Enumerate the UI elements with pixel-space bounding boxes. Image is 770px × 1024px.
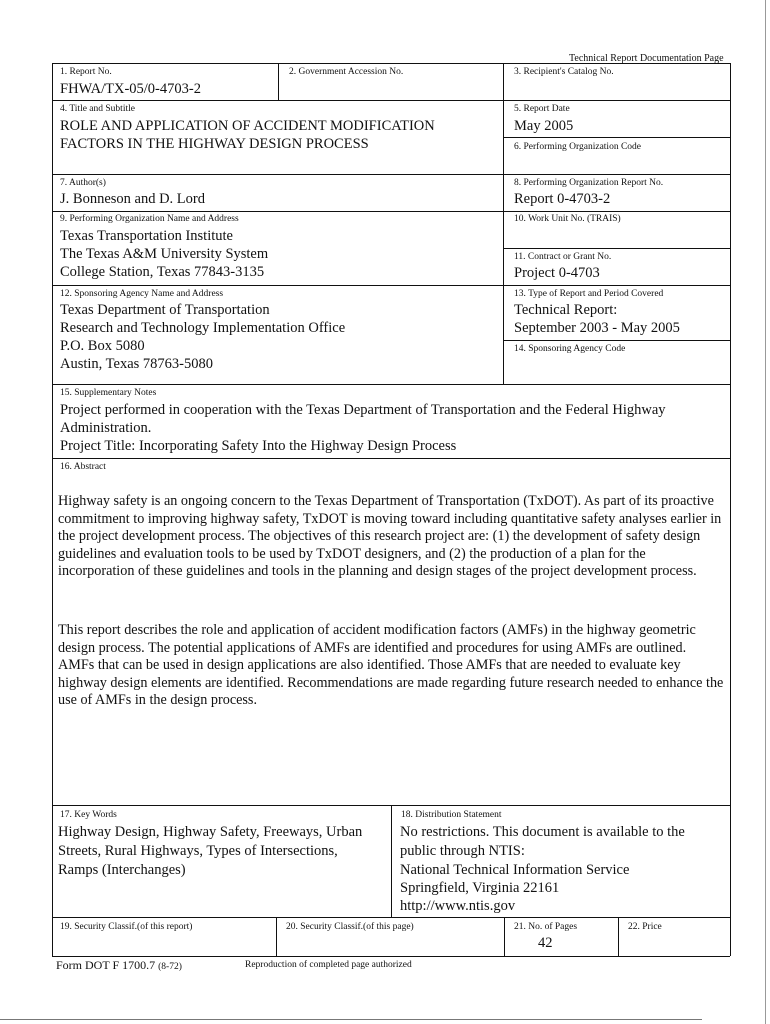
security-page-label: 20. Security Classif.(of this page): [286, 922, 414, 932]
supplementary-label: 15. Supplementary Notes: [60, 388, 157, 398]
sponsor-label: 12. Sponsoring Agency Name and Address: [60, 289, 224, 299]
perf-org-report-value: Report 0-4703-2: [514, 191, 611, 207]
scan-side-line: [765, 0, 766, 1024]
key-words-label: 17. Key Words: [60, 810, 117, 820]
price-label: 22. Price: [628, 922, 662, 932]
recipient-catalog-label: 3. Recipient's Catalog No.: [514, 67, 614, 77]
sponsor-line-1: Texas Department of Transportation: [60, 302, 270, 318]
sponsor-line-4: Austin, Texas 78763-5080: [60, 356, 213, 372]
distribution-line-3: National Technical Information Service: [400, 862, 630, 878]
abstract-paragraph-2: This report describes the role and application of accident modification factors (AMFs) in the highway geometric design process. The potential applications of AMFs are identified and procedures for using AMFs are outlined. AMFs that can be used in design applications are also identified. Those AMFs that are needed to evaluate key highway design elements are identified. Recommendations are made regarding future research needed to enhance the use of AMFs in the design process.: [58, 622, 724, 709]
report-date-value: May 2005: [514, 118, 574, 134]
form-number: [56, 958, 182, 973]
form-number-text: Form DOT F 1700.7: [56, 958, 156, 972]
scan-edge-line: [0, 1019, 702, 1020]
form-revision: (8-72): [158, 962, 182, 972]
work-unit-label: 10. Work Unit No. (TRAIS): [514, 214, 621, 224]
sponsor-line-3: P.O. Box 5080: [60, 338, 145, 354]
perf-org-line-1: Texas Transportation Institute: [60, 228, 233, 244]
report-no-label: 1. Report No.: [60, 67, 112, 77]
distribution-line-2: public through NTIS:: [400, 843, 525, 859]
report-type-line-1: Technical Report:: [514, 302, 618, 318]
sponsor-code-label: 14. Sponsoring Agency Code: [514, 344, 626, 354]
key-words-line-1: Highway Design, Highway Safety, Freeways, Urban: [58, 824, 363, 840]
num-pages-label: 21. No. of Pages: [514, 922, 578, 932]
key-words-line-2: Streets, Rural Highways, Types of Intersections,: [58, 843, 338, 859]
report-date-label: 5. Report Date: [514, 104, 570, 114]
reproduction-note: Reproduction of completed page authorized: [245, 960, 412, 970]
authors-label: 7. Author(s): [60, 178, 106, 188]
num-pages-value: 42: [538, 935, 553, 951]
perf-org-line-3: College Station, Texas 77843-3135: [60, 264, 265, 280]
contract-value: Project 0-4703: [514, 265, 600, 281]
perf-org-name-label: 9. Performing Organization Name and Address: [60, 214, 239, 224]
distribution-line-5: http://www.ntis.gov: [400, 898, 516, 914]
report-type-label: 13. Type of Report and Period Covered: [514, 289, 664, 299]
supplementary-line-2: Administration.: [60, 420, 152, 436]
supplementary-line-1: Project performed in cooperation with the Texas Department of Transportation and the Federal Highway: [60, 402, 666, 418]
abstract-paragraph-1: Highway safety is an ongoing concern to the Texas Department of Transportation (TxDOT). As part of its proactive commitment to improving highway safety, TxDOT is moving toward including quantitative safety analyses earlier in the project development process. The objectives of this research project are: (1) the development of safety design guidelines and evaluation tools to be used by TxDOT designers, and (2) the production of a plan for the incorporation of these guidelines and tools in the planning and design stages of the project development process.: [58, 493, 722, 580]
supplementary-line-3: Project Title: Incorporating Safety Into the Highway Design Process: [60, 438, 457, 454]
contract-label: 11. Contract or Grant No.: [514, 252, 612, 262]
title-subtitle-label: 4. Title and Subtitle: [60, 104, 135, 114]
sponsor-line-2: Research and Technology Implementation Office: [60, 320, 346, 336]
distribution-line-4: Springfield, Virginia 22161: [400, 880, 560, 896]
distribution-line-1: No restrictions. This document is available to the: [400, 824, 685, 840]
perf-org-code-label: 6. Performing Organization Code: [514, 142, 641, 152]
key-words-line-3: Ramps (Interchanges): [58, 862, 186, 878]
title-line-2: FACTORS IN THE HIGHWAY DESIGN PROCESS: [60, 136, 369, 152]
page-header-title: Technical Report Documentation Page: [569, 53, 724, 64]
report-type-line-2: September 2003 - May 2005: [514, 320, 680, 336]
abstract-label: 16. Abstract: [60, 462, 106, 472]
distribution-label: 18. Distribution Statement: [401, 810, 502, 820]
perf-org-line-2: The Texas A&M University System: [60, 246, 269, 262]
report-no-value: FHWA/TX-05/0-4703-2: [60, 81, 201, 97]
authors-value: J. Bonneson and D. Lord: [60, 191, 205, 207]
gov-accession-label: 2. Government Accession No.: [289, 67, 404, 77]
security-report-label: 19. Security Classif.(of this report): [60, 922, 193, 932]
title-line-1: ROLE AND APPLICATION OF ACCIDENT MODIFICATION: [60, 118, 435, 134]
perf-org-report-label: 8. Performing Organization Report No.: [514, 178, 664, 188]
